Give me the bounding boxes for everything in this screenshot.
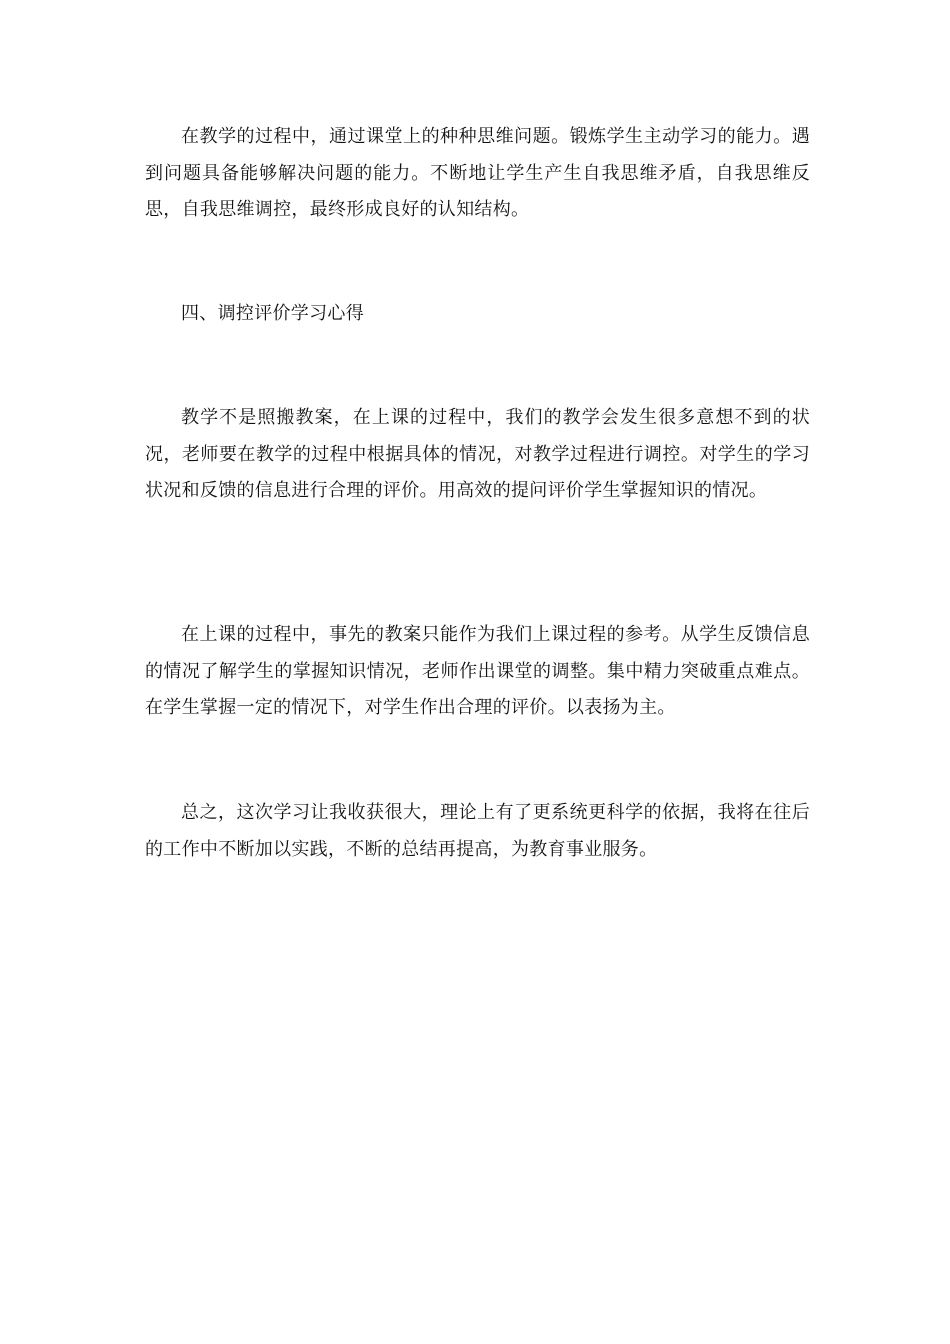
paragraph-lesson-plan-reference: 在上课的过程中，事先的教案只能作为我们上课过程的参考。从学生反馈信息的情况了解学生的掌握知识情况，老师作出课堂的调整。集中精力突破重点难点。在学生掌握一定的情况下，对学生作出合理的评价。以表扬为主。 [145,624,810,718]
paragraph-thinking-problems: 在教学的过程中，通过课堂上的种种思维问题。锻炼学生主动学习的能力。遇到问题具备能够解决问题的能力。不断地让学生产生自我思维矛盾，自我思维反思，自我思维调控，最终形成良好的认知结构。 [145,126,810,220]
paragraph-conclusion: 总之，这次学习让我收获很大，理论上有了更系统更科学的依据，我将在往后的工作中不断加以实践，不断的总结再提高，为教育事业服务。 [145,802,810,860]
section-heading-regulation-evaluation: 四、调控评价学习心得 [181,303,364,324]
paragraph-teaching-adjustment: 教学不是照搬教案，在上课的过程中，我们的教学会发生很多意想不到的状况，老师要在教学的过程中根据具体的情况，对教学过程进行调控。对学生的学习状况和反馈的信息进行合理的评价。用高效的提问评价学生掌握知识的情况。 [145,407,810,501]
